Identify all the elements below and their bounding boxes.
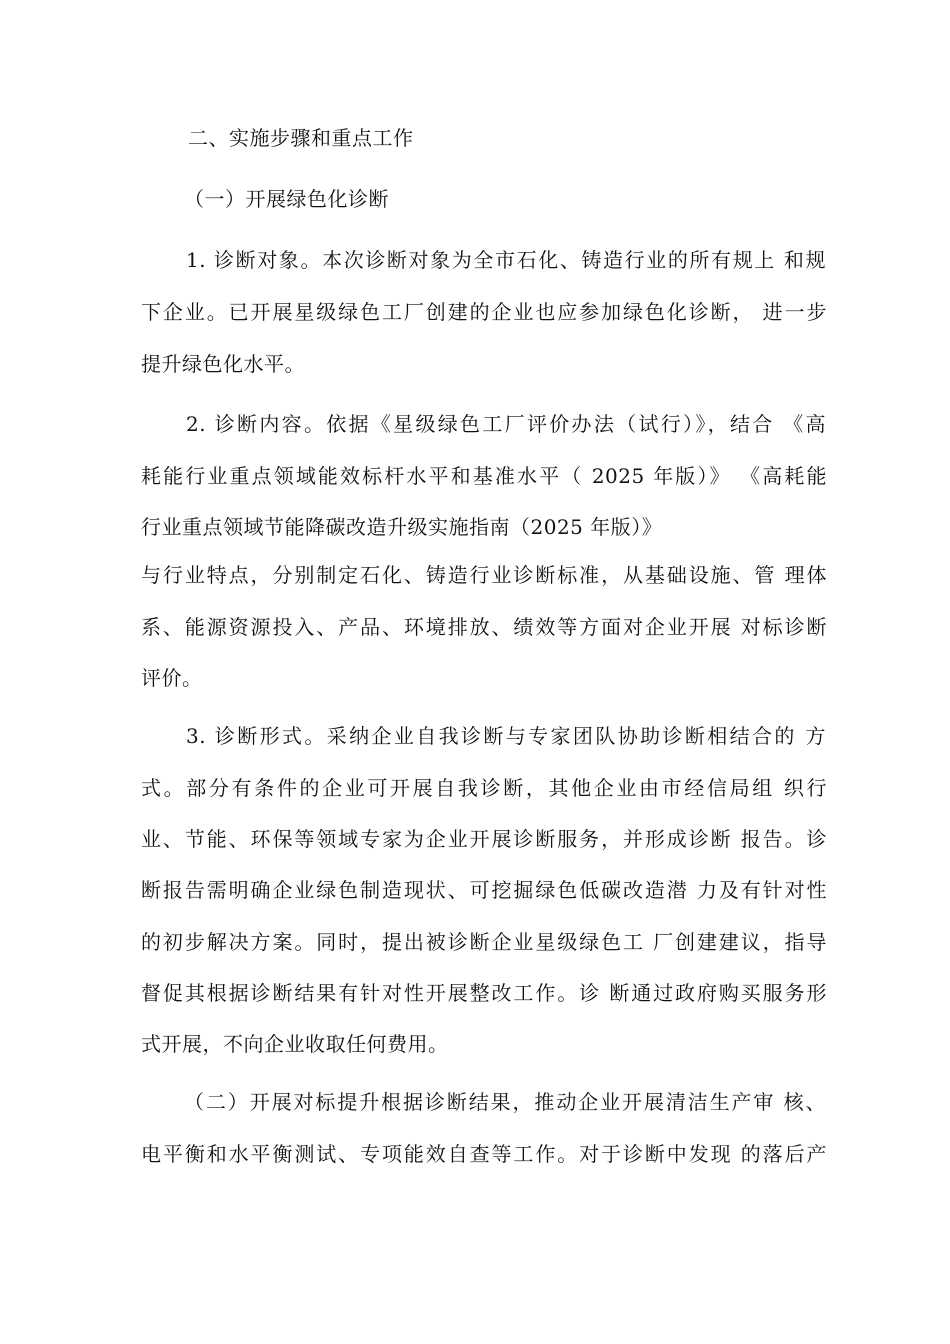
- paragraph-line: （二）开展对标提升根据诊断结果，推动企业开展清洁生产审 核、: [184, 1090, 826, 1114]
- paragraph-line: 2. 诊断内容。依据《星级绿色工厂评价办法（试行）》，结合 《高: [186, 412, 826, 436]
- paragraph-line: 1. 诊断对象。本次诊断对象为全市石化、铸造行业的所有规上 和规: [186, 248, 826, 272]
- paragraph-line: 耗能行业重点领域能效标杆水平和基准水平（ 2025 年版）》 《高耗能: [141, 464, 827, 488]
- paragraph-line: 与行业特点，分别制定石化、铸造行业诊断标准，从基础设施、管 理体: [141, 563, 827, 587]
- paragraph-line: 评价。: [141, 666, 203, 690]
- paragraph-line: 断报告需明确企业绿色制造现状、可挖掘绿色低碳改造潜 力及有针对性: [141, 878, 827, 902]
- paragraph-line: 督促其根据诊断结果有针对性开展整改工作。诊 断通过政府购买服务形: [141, 981, 827, 1005]
- paragraph-line: 的初步解决方案。同时，提出被诊断企业星级绿色工 厂创建建议，指导: [141, 930, 827, 954]
- subsection-heading: （一）开展绿色化诊断: [184, 187, 389, 211]
- paragraph-line: 行业重点领域节能降碳改造升级实施指南（2025 年版）》: [141, 515, 663, 539]
- paragraph-line: 提升绿色化水平。: [141, 352, 305, 376]
- paragraph-line: 3. 诊断形式。采纳企业自我诊断与专家团队协助诊断相结合的 方: [186, 724, 826, 748]
- paragraph-line: 系、能源资源投入、产品、环境排放、绩效等方面对企业开展 对标诊断: [141, 615, 827, 639]
- paragraph-line: 式。部分有条件的企业可开展自我诊断，其他企业由市经信局组 织行: [141, 776, 827, 800]
- section-heading: 二、实施步骤和重点工作: [188, 126, 414, 150]
- paragraph-line: 式开展，不向企业收取任何费用。: [141, 1032, 449, 1056]
- paragraph-line: 业、节能、环保等领域专家为企业开展诊断服务，并形成诊断 报告。诊: [141, 827, 827, 851]
- paragraph-line: 下企业。已开展星级绿色工厂创建的企业也应参加绿色化诊断， 进一步: [141, 300, 827, 324]
- paragraph-line: 电平衡和水平衡测试、专项能效自查等工作。对于诊断中发现 的落后产: [141, 1142, 827, 1166]
